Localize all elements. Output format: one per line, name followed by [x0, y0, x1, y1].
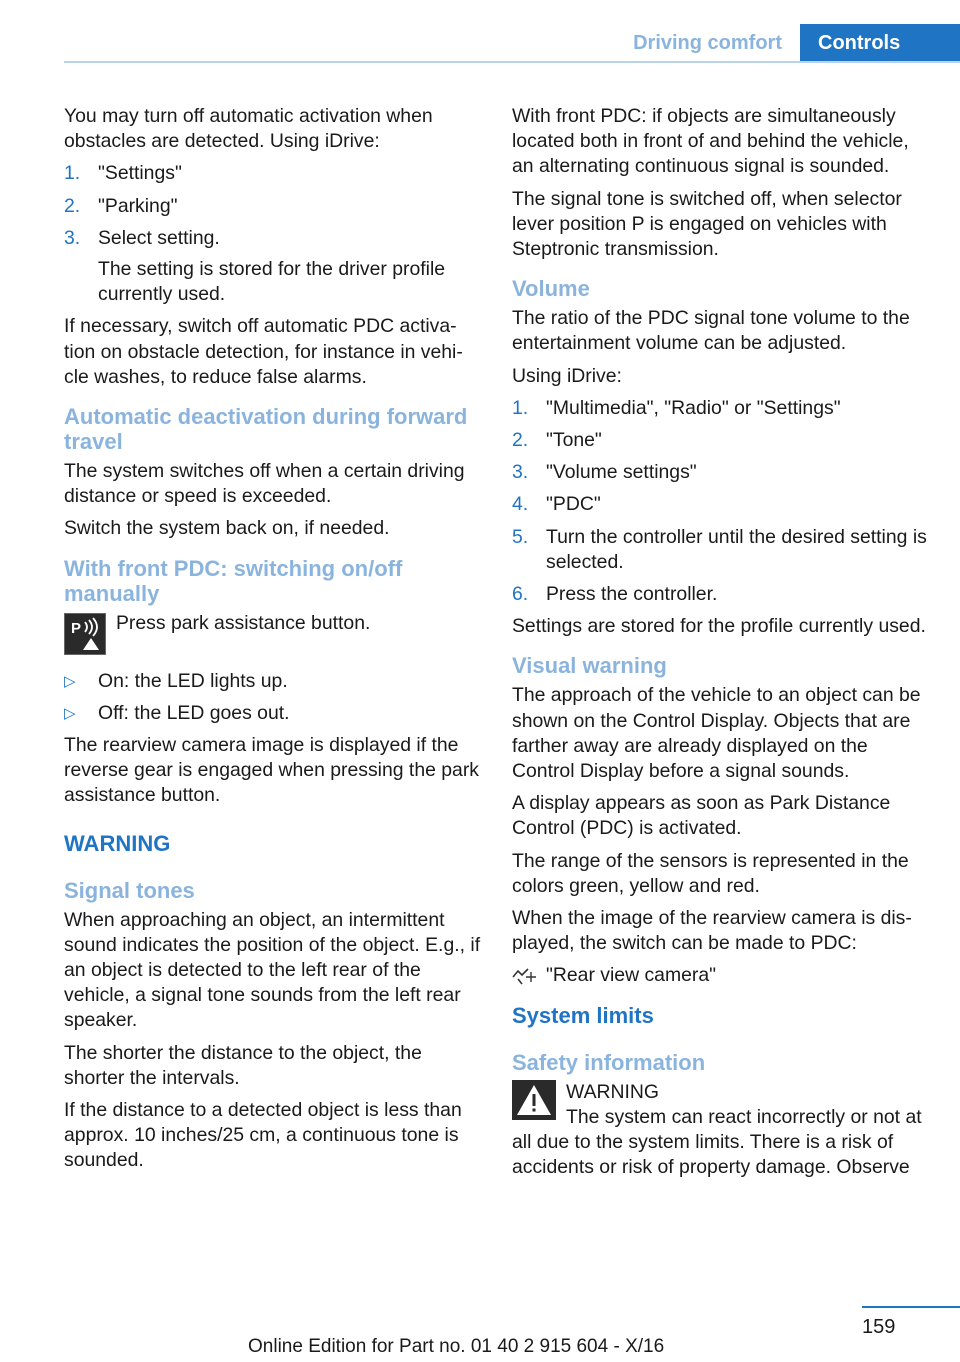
step-number: 3. [64, 226, 81, 249]
volume-steps [512, 396, 930, 607]
heading-warning: WARNING [64, 830, 171, 856]
step-text: Select setting. [98, 226, 220, 249]
note-paragraph: If necessary, switch off automatic PDC activa-tion on obstacle detection, for instance in vehi-cle washes, to reduce false alarms. [64, 315, 463, 388]
header-rule [64, 61, 960, 63]
step-number: 2. [64, 194, 81, 217]
header-tabs [615, 24, 960, 62]
list-item [512, 428, 930, 453]
step-subtext: The setting is stored for the driver profile currently used. [98, 258, 446, 306]
heading-visual-warning: Visual warning [512, 653, 667, 679]
triangle-bullet-icon: ▷ [64, 672, 76, 690]
heading-front-pdc: With front PDC: switching on/off manually [64, 555, 403, 606]
warning-block [512, 1080, 930, 1181]
list-item [512, 396, 930, 421]
heading-auto-deactivation: Automatic deactivation during forward travel [64, 404, 468, 455]
step-number: 2. [512, 429, 529, 452]
step-number: 4. [512, 493, 529, 516]
press-instruction: Press park assistance button. [116, 611, 371, 634]
visual-paragraph-3: The range of the sensors is represented in the colors green, yellow and red. [512, 849, 909, 897]
triangle-bullet-icon: ▷ [64, 704, 76, 722]
heading-system-limits: System limits [512, 1002, 654, 1028]
list-item [64, 701, 482, 726]
auto-paragraph-2: Switch the system back on, if needed. [64, 517, 390, 540]
park-assist-button-icon [64, 613, 106, 655]
chapter-tab: Controls [800, 24, 960, 62]
warning-title: WARNING [566, 1080, 659, 1103]
stored-paragraph: Settings are stored for the profile currently used. [512, 615, 926, 638]
signal-paragraph-3: If the distance to a detected object is less than approx. 10 inches/25 cm, a continuous tone is sounded. [64, 1099, 462, 1172]
section-tab: Driving comfort [615, 24, 800, 62]
step-number: 3. [512, 461, 529, 484]
led-states [64, 669, 482, 726]
visual-paragraph-1: The approach of the vehicle to an object can be shown on the Control Display. Objects that are farther away are already displayed on the Control Display before a signal sounds. [512, 684, 921, 783]
list-item [512, 582, 930, 607]
rear-view-camera-icon [512, 967, 538, 985]
settings-steps [64, 161, 482, 307]
page-number: 159 [862, 1316, 896, 1338]
left-column [64, 104, 482, 1181]
step-number: 6. [512, 583, 529, 606]
bullet-text: Off: the LED goes out. [98, 701, 290, 724]
step-text: "Tone" [546, 429, 602, 452]
using-idrive: Using iDrive: [512, 364, 622, 387]
list-item [64, 194, 482, 219]
rearview-note: The rearview camera image is displayed if the reverse gear is engaged when pressing the park assistance button. [64, 734, 479, 807]
heading-safety-information: Safety information [512, 1049, 706, 1075]
warning-text: The system can react incorrectly or not at all due to the system limits. There is a risk of accidents or risk of property damage. Observe [512, 1105, 922, 1179]
footer-rule [862, 1306, 960, 1308]
list-item [64, 226, 482, 308]
step-text: "PDC" [546, 493, 601, 516]
park-assist-row [64, 611, 482, 655]
visual-paragraph-2: A display appears as soon as Park Distance Control (PDC) is activated. [512, 792, 891, 840]
rear-camera-row [512, 963, 930, 988]
list-item [64, 161, 482, 186]
right-column [512, 104, 930, 1181]
step-text: Press the controller. [546, 583, 718, 606]
warning-triangle-icon [512, 1080, 556, 1120]
heading-volume: Volume [512, 276, 590, 302]
edition-footer: Online Edition for Part no. 01 40 2 915 604 - X/16 [248, 1336, 665, 1357]
list-item [64, 669, 482, 694]
list-item [512, 492, 930, 517]
step-number: 1. [64, 162, 81, 185]
intro-paragraph: You may turn off automatic activation when obstacles are detected. Using iDrive: [64, 105, 433, 153]
rear-camera-label: "Rear view camera" [546, 964, 717, 987]
svg-text:P: P [71, 619, 82, 637]
visual-paragraph-4: When the image of the rearview camera is dis-played, the switch can be made to PDC: [512, 907, 912, 955]
auto-paragraph-1: The system switches off when a certain driving distance or speed is exceeded. [64, 460, 465, 508]
list-item [512, 460, 930, 485]
heading-signal-tones: Signal tones [64, 877, 195, 903]
step-number: 5. [512, 525, 529, 548]
signal-off-paragraph: The signal tone is switched off, when selector lever position P is engaged on vehicles with Steptronic transmission. [512, 187, 902, 261]
signal-paragraph-2: The shorter the distance to the object, the shorter the intervals. [64, 1041, 422, 1089]
volume-paragraph: The ratio of the PDC signal tone volume to the entertainment volume can be adjusted. [512, 307, 910, 355]
bullet-text: On: the LED lights up. [98, 669, 288, 692]
step-number: 1. [512, 396, 529, 419]
step-text: "Parking" [98, 194, 178, 217]
step-text: "Volume settings" [546, 461, 697, 484]
step-text: "Settings" [98, 162, 182, 185]
step-text: "Multimedia", "Radio" or "Settings" [546, 396, 841, 419]
list-item [512, 525, 930, 575]
signal-paragraph-1: When approaching an object, an intermittent sound indicates the position of the object. E.g., if an object is detected to the left rear of the vehicle, a signal tone sounds from the left rear speaker. [64, 908, 481, 1032]
front-pdc-paragraph: With front PDC: if objects are simultaneously located both in front of and behind the vehicle, an alternating continuous signal is sounded. [512, 105, 909, 178]
step-text: Turn the controller until the desired setting is selected. [546, 525, 927, 573]
